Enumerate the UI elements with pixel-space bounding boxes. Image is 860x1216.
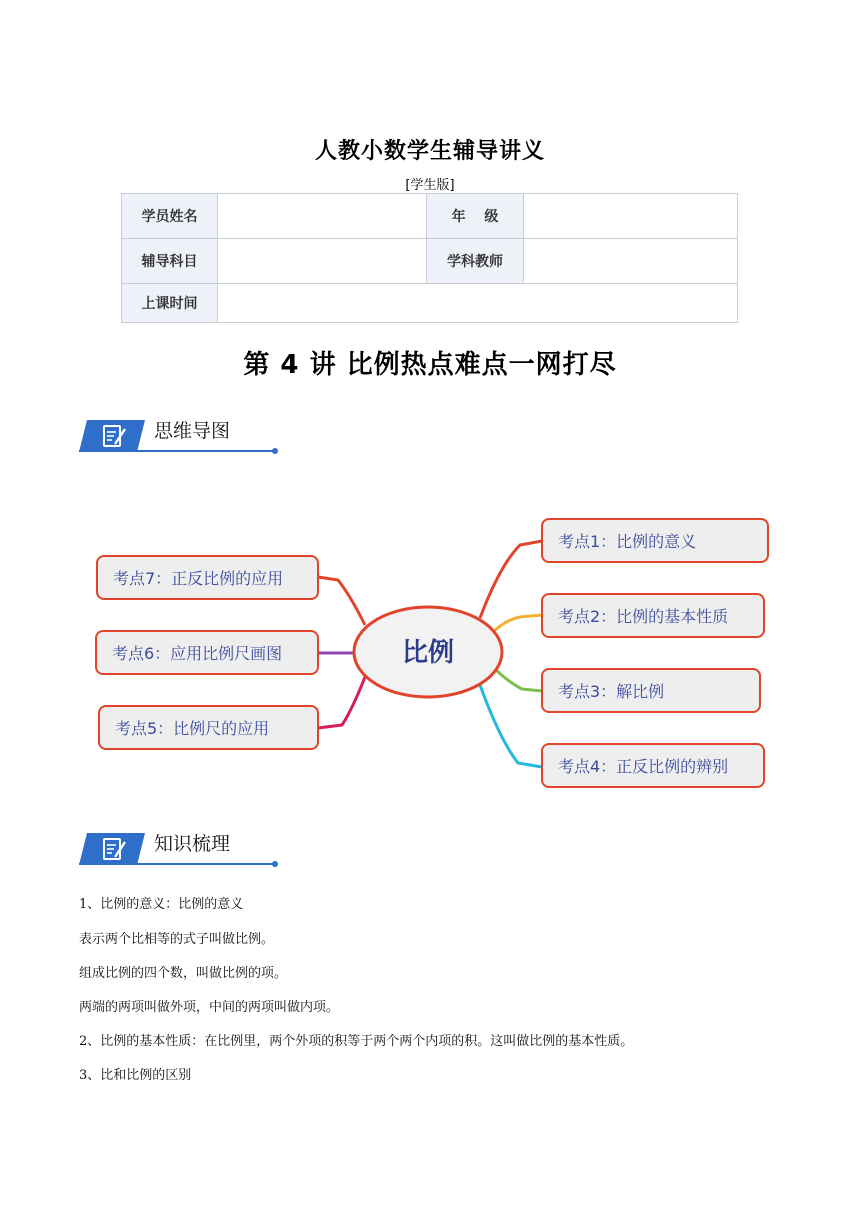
- node-label: 考点2：比例的基本性质: [558, 607, 729, 626]
- grade-field[interactable]: [524, 194, 738, 239]
- table-row: [122, 239, 738, 284]
- node-topic-1: [542, 519, 768, 562]
- edition-label: [学生版]: [405, 178, 455, 193]
- section-header-mind-map: [79, 416, 275, 456]
- table-row: [122, 284, 738, 323]
- connector-r4: [480, 685, 542, 767]
- lecture-title: 第 4 讲 比例热点难点一网打尽: [243, 350, 617, 380]
- connector-r1: [480, 541, 542, 618]
- knowledge-line-3: 组成比例的四个数，叫做比例的项。: [79, 966, 288, 981]
- connector-l5: [318, 677, 365, 728]
- divider-dot: [272, 448, 278, 454]
- section-title: 思维导图: [154, 420, 231, 442]
- section-divider: [79, 863, 275, 865]
- divider-dot: [272, 861, 278, 867]
- knowledge-line-6: 3、比和比例的区别: [79, 1068, 192, 1083]
- subject-field[interactable]: [218, 239, 427, 284]
- section-title: 知识梳理: [154, 833, 231, 855]
- section-divider: [79, 450, 275, 452]
- grade-label: 年 级: [427, 194, 524, 239]
- knowledge-line-1: 1、比例的意义：比例的意义: [79, 897, 244, 912]
- node-label: 考点3：解比例: [558, 682, 665, 701]
- teacher-label: 学科教师: [427, 239, 524, 284]
- student-info-table: [121, 193, 738, 323]
- knowledge-line-4: 两端的两项叫做外项，中间的两项叫做内项。: [79, 1000, 340, 1015]
- connector-r3: [496, 670, 542, 691]
- section-header-knowledge: [79, 829, 275, 869]
- node-label: 考点1：比例的意义: [558, 532, 697, 551]
- connector-l7: [318, 577, 365, 625]
- notebook-pencil-icon: [79, 833, 145, 865]
- class-time-field[interactable]: [218, 284, 738, 323]
- node-topic-7: [97, 556, 318, 599]
- notebook-pencil-icon: [79, 420, 145, 452]
- document-title: 人教小数学生辅导讲义: [314, 139, 545, 164]
- class-time-label: 上课时间: [122, 284, 218, 323]
- knowledge-line-2: 表示两个比相等的式子叫做比例。: [79, 932, 275, 947]
- node-label: 考点7：正反比例的应用: [113, 569, 284, 588]
- subject-label: 辅导科目: [122, 239, 218, 284]
- mind-map-diagram: [80, 505, 780, 805]
- connector-r2: [492, 615, 542, 633]
- student-name-field[interactable]: [218, 194, 427, 239]
- node-label: 考点6：应用比例尺画图: [112, 644, 283, 663]
- center-label: 比例: [401, 638, 455, 668]
- table-row: [122, 194, 738, 239]
- student-name-label: 学员姓名: [122, 194, 218, 239]
- node-topic-2: [542, 594, 764, 637]
- knowledge-line-5: 2、比例的基本性质：在比例里，两个外项的积等于两个两个内项的积。这叫做比例的基本性质。: [79, 1034, 634, 1049]
- node-label: 考点5：比例尺的应用: [115, 719, 270, 738]
- node-label: 考点4：正反比例的辨别: [558, 757, 729, 776]
- node-topic-5: [99, 706, 318, 749]
- node-topic-3: [542, 669, 760, 712]
- node-topic-4: [542, 744, 764, 787]
- node-topic-6: [96, 631, 318, 674]
- teacher-field[interactable]: [524, 239, 738, 284]
